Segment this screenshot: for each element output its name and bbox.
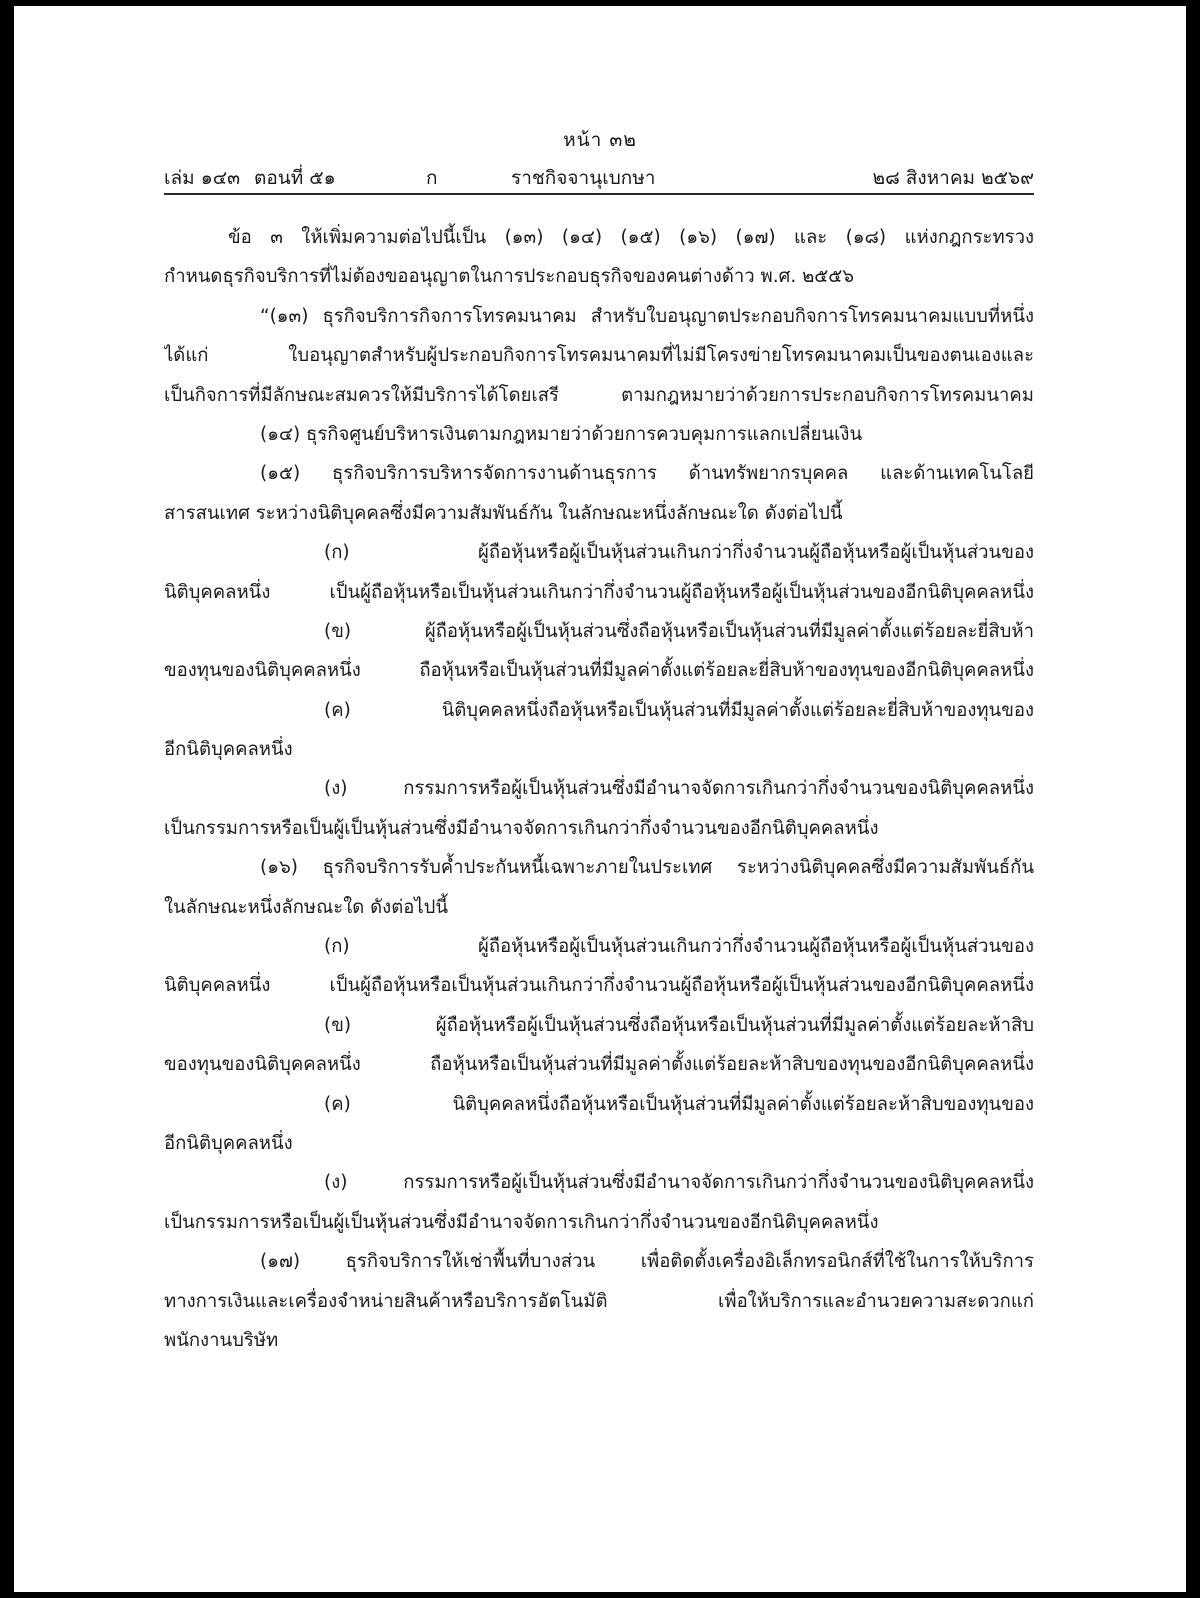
text-line: (ก) ผู้ถือหุ้นหรือผู้เป็นหุ้นส่วนเกินกว่ากึ่งจำนวนผู้ถือหุ้นหรือผู้เป็นหุ้นส่วนของ	[324, 542, 1034, 564]
page-number: หน้า ๓๒	[563, 129, 637, 151]
text-line: สารสนเทศ ระหว่างนิติบุคคลซึ่งมีความสัมพันธ์กัน ในลักษณะหนึ่งลักษณะใด ดังต่อไปนี้	[164, 502, 843, 524]
text-line: (ง) กรรมการหรือผู้เป็นหุ้นส่วนซึ่งมีอำนาจจัดการเกินกว่ากึ่งจำนวนของนิติบุคคลหนึ่ง	[324, 1172, 1034, 1194]
text-line: อีกนิติบุคคลหนึ่ง	[164, 739, 293, 761]
text-line: (๑๗) ธุรกิจบริการให้เช่าพื้นที่บางส่วน เพื่อติดตั้งเครื่องอิเล็กทรอนิกส์ที่ใช้ในการให้บริการ	[260, 1251, 1034, 1273]
text-line: ทางการเงินและเครื่องจำหน่ายสินค้าหรือบริการอัตโนมัติ เพื่อให้บริการและอำนวยความสะดวกแก่	[164, 1290, 1034, 1312]
gazette-header	[164, 159, 1034, 195]
text-line: เป็นกรรมการหรือเป็นผู้เป็นหุ้นส่วนซึ่งมีอำนาจจัดการเกินกว่ากึ่งจำนวนของอีกนิติบุคคลหนึ่ง	[164, 1211, 879, 1233]
text-line: พนักงานบริษัท	[164, 1329, 279, 1351]
text-line: ในลักษณะหนึ่งลักษณะใด ดังต่อไปนี้	[164, 896, 449, 918]
header-volume: เล่ม ๑๔๓	[164, 167, 241, 189]
text-line: (ข) ผู้ถือหุ้นหรือผู้เป็นหุ้นส่วนซึ่งถือหุ้นหรือเป็นหุ้นส่วนที่มีมูลค่าตั้งแต่ร้อยละยี่สิบห้า	[324, 620, 1034, 642]
header-gazette-name: ราชกิจจานุเบกษา	[511, 167, 656, 189]
text-line: เป็นกิจการที่มีลักษณะสมควรให้มีบริการได้โดยเสรี ตามกฎหมายว่าด้วยการประกอบกิจการโทรคมนาคม	[164, 384, 1034, 406]
text-line: “(๑๓) ธุรกิจบริการกิจการโทรคมนาคม สำหรับใบอนุญาตประกอบกิจการโทรคมนาคมแบบที่หนึ่ง	[260, 305, 1034, 327]
text-line: อีกนิติบุคคลหนึ่ง	[164, 1132, 293, 1154]
text-line: ข้อ ๓ ให้เพิ่มความต่อไปนี้เป็น (๑๓) (๑๔) (๑๕) (๑๖) (๑๗) และ (๑๘) แห่งกฎกระทรวง	[228, 227, 1034, 248]
text-line: (ค) นิติบุคคลหนึ่งถือหุ้นหรือเป็นหุ้นส่วนที่มีมูลค่าตั้งแต่ร้อยละห้าสิบของทุนของ	[324, 1093, 1034, 1115]
text-line: เป็นกรรมการหรือเป็นผู้เป็นหุ้นส่วนซึ่งมีอำนาจจัดการเกินกว่ากึ่งจำนวนของอีกนิติบุคคลหนึ่ง	[164, 817, 879, 839]
document-body	[164, 218, 1034, 1360]
text-line: ของทุนของนิติบุคคลหนึ่ง ถือหุ้นหรือเป็นหุ้นส่วนที่มีมูลค่าตั้งแต่ร้อยละยี่สิบห้าของทุนของอีกนิติบุคคลหนึ่ง	[164, 660, 1034, 682]
header-date: ๒๘ สิงหาคม ๒๕๖๙	[872, 167, 1034, 189]
text-line: นิติบุคคลหนึ่ง เป็นผู้ถือหุ้นหรือเป็นหุ้นส่วนเกินกว่ากึ่งจำนวนผู้ถือหุ้นหรือผู้เป็นหุ้นส่วนของอีกนิติบุคคลหนึ่ง	[164, 581, 1034, 603]
text-line: ได้แก่ ใบอนุญาตสำหรับผู้ประกอบกิจการโทรคมนาคมที่ไม่มีโครงข่ายโทรคมนาคมเป็นของตนเองและ	[164, 345, 1034, 367]
text-line: (๑๖) ธุรกิจบริการรับค้ำประกันหนี้เฉพาะภายในประเทศ ระหว่างนิติบุคคลซึ่งมีความสัมพันธ์กัน	[260, 857, 1034, 879]
text-line: (ก) ผู้ถือหุ้นหรือผู้เป็นหุ้นส่วนเกินกว่ากึ่งจำนวนผู้ถือหุ้นหรือผู้เป็นหุ้นส่วนของ	[324, 936, 1034, 958]
header-section: ก	[426, 167, 438, 189]
text-line: (ข) ผู้ถือหุ้นหรือผู้เป็นหุ้นส่วนซึ่งถือหุ้นหรือเป็นหุ้นส่วนที่มีมูลค่าตั้งแต่ร้อยละห้าสิบ	[324, 1014, 1034, 1036]
text-line: (๑๔) ธุรกิจศูนย์บริหารเงินตามกฎหมายว่าด้วยการควบคุมการแลกเปลี่ยนเงิน	[260, 423, 863, 445]
text-line: (ค) นิติบุคคลหนึ่งถือหุ้นหรือเป็นหุ้นส่วนที่มีมูลค่าตั้งแต่ร้อยละยี่สิบห้าของทุนของ	[324, 699, 1034, 721]
text-line: (ง) กรรมการหรือผู้เป็นหุ้นส่วนซึ่งมีอำนาจจัดการเกินกว่ากึ่งจำนวนของนิติบุคคลหนึ่ง	[324, 778, 1034, 800]
header-part: ตอนที่ ๕๑	[254, 167, 336, 189]
text-line: กำหนดธุรกิจบริการที่ไม่ต้องขออนุญาตในการประกอบธุรกิจของคนต่างด้าว พ.ศ. ๒๕๕๖	[164, 266, 855, 288]
text-line: นิติบุคคลหนึ่ง เป็นผู้ถือหุ้นหรือเป็นหุ้นส่วนเกินกว่ากึ่งจำนวนผู้ถือหุ้นหรือผู้เป็นหุ้นส่วนของอีกนิติบุคคลหนึ่ง	[164, 975, 1034, 997]
gazette-page	[14, 6, 1186, 1592]
text-line: ของทุนของนิติบุคคลหนึ่ง ถือหุ้นหรือเป็นหุ้นส่วนที่มีมูลค่าตั้งแต่ร้อยละห้าสิบของทุนของอีกนิติบุคคลหนึ่ง	[164, 1054, 1034, 1076]
text-line: (๑๕) ธุรกิจบริการบริหารจัดการงานด้านธุรการ ด้านทรัพยากรบุคคล และด้านเทคโนโลยี	[260, 463, 1034, 485]
